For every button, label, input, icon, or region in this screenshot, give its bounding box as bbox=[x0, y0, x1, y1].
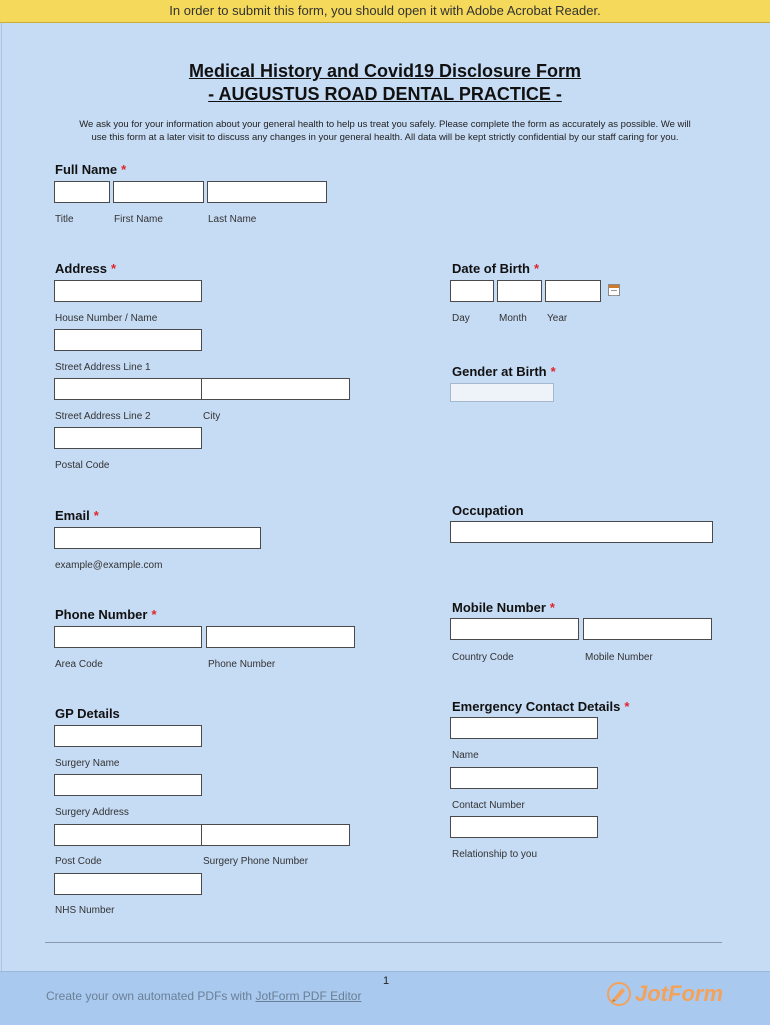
dob-year-sublabel: Year bbox=[547, 313, 568, 324]
house-number-sublabel: House Number / Name bbox=[55, 313, 158, 324]
mobile-number-label: Mobile Number * bbox=[452, 600, 555, 615]
required-marker: * bbox=[624, 699, 630, 714]
dob-day-input[interactable] bbox=[450, 280, 494, 302]
last-name-input[interactable] bbox=[207, 181, 327, 203]
form-title-line-2: - AUGUSTUS ROAD DENTAL PRACTICE - bbox=[208, 84, 562, 104]
jotform-pdf-editor-link[interactable]: JotForm PDF Editor bbox=[255, 989, 362, 1003]
nhs-number-input[interactable] bbox=[54, 873, 202, 895]
surgery-phone-input[interactable] bbox=[201, 824, 350, 846]
street-line-1-input[interactable] bbox=[54, 329, 202, 351]
date-of-birth-label: Date of Birth * bbox=[452, 261, 540, 276]
gender-select[interactable] bbox=[450, 383, 554, 402]
surgery-name-sublabel: Surgery Name bbox=[55, 758, 120, 769]
required-marker: * bbox=[534, 261, 540, 276]
required-marker: * bbox=[111, 261, 117, 276]
required-marker: * bbox=[549, 600, 555, 615]
street-line-2-sublabel: Street Address Line 2 bbox=[55, 411, 151, 422]
mobile-number-input[interactable] bbox=[583, 618, 712, 640]
surgery-phone-sublabel: Surgery Phone Number bbox=[203, 856, 309, 867]
postal-code-sublabel: Postal Code bbox=[55, 460, 110, 471]
dob-day-sublabel: Day bbox=[452, 313, 470, 324]
emergency-contact-number-input[interactable] bbox=[450, 767, 598, 789]
phone-number-input[interactable] bbox=[206, 626, 355, 648]
required-marker: * bbox=[550, 364, 556, 379]
street-line-1-sublabel: Street Address Line 1 bbox=[55, 362, 151, 373]
dob-month-input[interactable] bbox=[497, 280, 542, 302]
country-code-input[interactable] bbox=[450, 618, 579, 640]
country-code-sublabel: Country Code bbox=[452, 652, 514, 663]
emergency-name-sublabel: Name bbox=[452, 750, 479, 761]
occupation-input[interactable] bbox=[450, 521, 713, 543]
last-name-sublabel: Last Name bbox=[208, 214, 257, 225]
street-line-2-input[interactable] bbox=[54, 378, 202, 400]
address-label: Address * bbox=[55, 261, 117, 276]
city-input[interactable] bbox=[201, 378, 350, 400]
phone-number-label: Phone Number * bbox=[55, 607, 157, 622]
phone-number-sublabel: Phone Number bbox=[208, 659, 276, 670]
relationship-sublabel: Relationship to you bbox=[452, 849, 538, 860]
email-input[interactable] bbox=[54, 527, 261, 549]
emergency-name-input[interactable] bbox=[450, 717, 598, 739]
required-marker: * bbox=[121, 162, 127, 177]
email-hint: example@example.com bbox=[55, 560, 163, 571]
title-input[interactable] bbox=[54, 181, 110, 203]
jotform-pencil-icon bbox=[607, 982, 631, 1006]
area-code-sublabel: Area Code bbox=[55, 659, 103, 670]
required-marker: * bbox=[151, 607, 157, 622]
house-number-input[interactable] bbox=[54, 280, 202, 302]
nhs-number-sublabel: NHS Number bbox=[55, 905, 115, 916]
email-label: Email * bbox=[55, 508, 99, 523]
full-name-label: Full Name * bbox=[55, 162, 127, 177]
surgery-name-input[interactable] bbox=[54, 725, 202, 747]
divider bbox=[45, 942, 722, 943]
page-number: 1 bbox=[383, 975, 390, 987]
required-marker: * bbox=[93, 508, 99, 523]
city-sublabel: City bbox=[203, 411, 221, 422]
surgery-address-input[interactable] bbox=[54, 774, 202, 796]
post-code-input[interactable] bbox=[54, 824, 202, 846]
dob-month-sublabel: Month bbox=[499, 313, 527, 324]
intro-text-line-2: use this form at a later visit to discuss any changes in your general health. All data will be kept strictly confidential by our staff caring for you. bbox=[91, 132, 679, 143]
form-title-line-1: Medical History and Covid19 Disclosure Form bbox=[188, 61, 582, 81]
gender-at-birth-label: Gender at Birth * bbox=[452, 364, 556, 379]
calendar-icon[interactable] bbox=[608, 284, 620, 296]
acrobat-reader-banner: In order to submit this form, you should open it with Adobe Acrobat Reader. bbox=[0, 0, 770, 23]
first-name-input[interactable] bbox=[113, 181, 204, 203]
post-code-sublabel: Post Code bbox=[55, 856, 102, 867]
occupation-label: Occupation bbox=[452, 503, 524, 518]
surgery-address-sublabel: Surgery Address bbox=[55, 807, 129, 818]
jotform-logo-text: JotForm bbox=[635, 981, 723, 1006]
footer-text: Create your own automated PDFs with JotForm PDF Editor bbox=[46, 989, 362, 1003]
emergency-contact-number-sublabel: Contact Number bbox=[452, 800, 525, 811]
title-sublabel: Title bbox=[55, 214, 74, 225]
dob-year-input[interactable] bbox=[545, 280, 601, 302]
gp-details-label: GP Details bbox=[55, 706, 120, 721]
emergency-contact-label: Emergency Contact Details * bbox=[452, 699, 630, 714]
first-name-sublabel: First Name bbox=[114, 214, 163, 225]
postal-code-input[interactable] bbox=[54, 427, 202, 449]
jotform-logo[interactable] bbox=[607, 980, 723, 1008]
relationship-input[interactable] bbox=[450, 816, 598, 838]
mobile-number-sublabel: Mobile Number bbox=[585, 652, 653, 663]
intro-text-line-1: We ask you for your information about your general health to help us treat you safely. Please complete the form as accurately as possible. We will bbox=[79, 119, 691, 130]
area-code-input[interactable] bbox=[54, 626, 202, 648]
